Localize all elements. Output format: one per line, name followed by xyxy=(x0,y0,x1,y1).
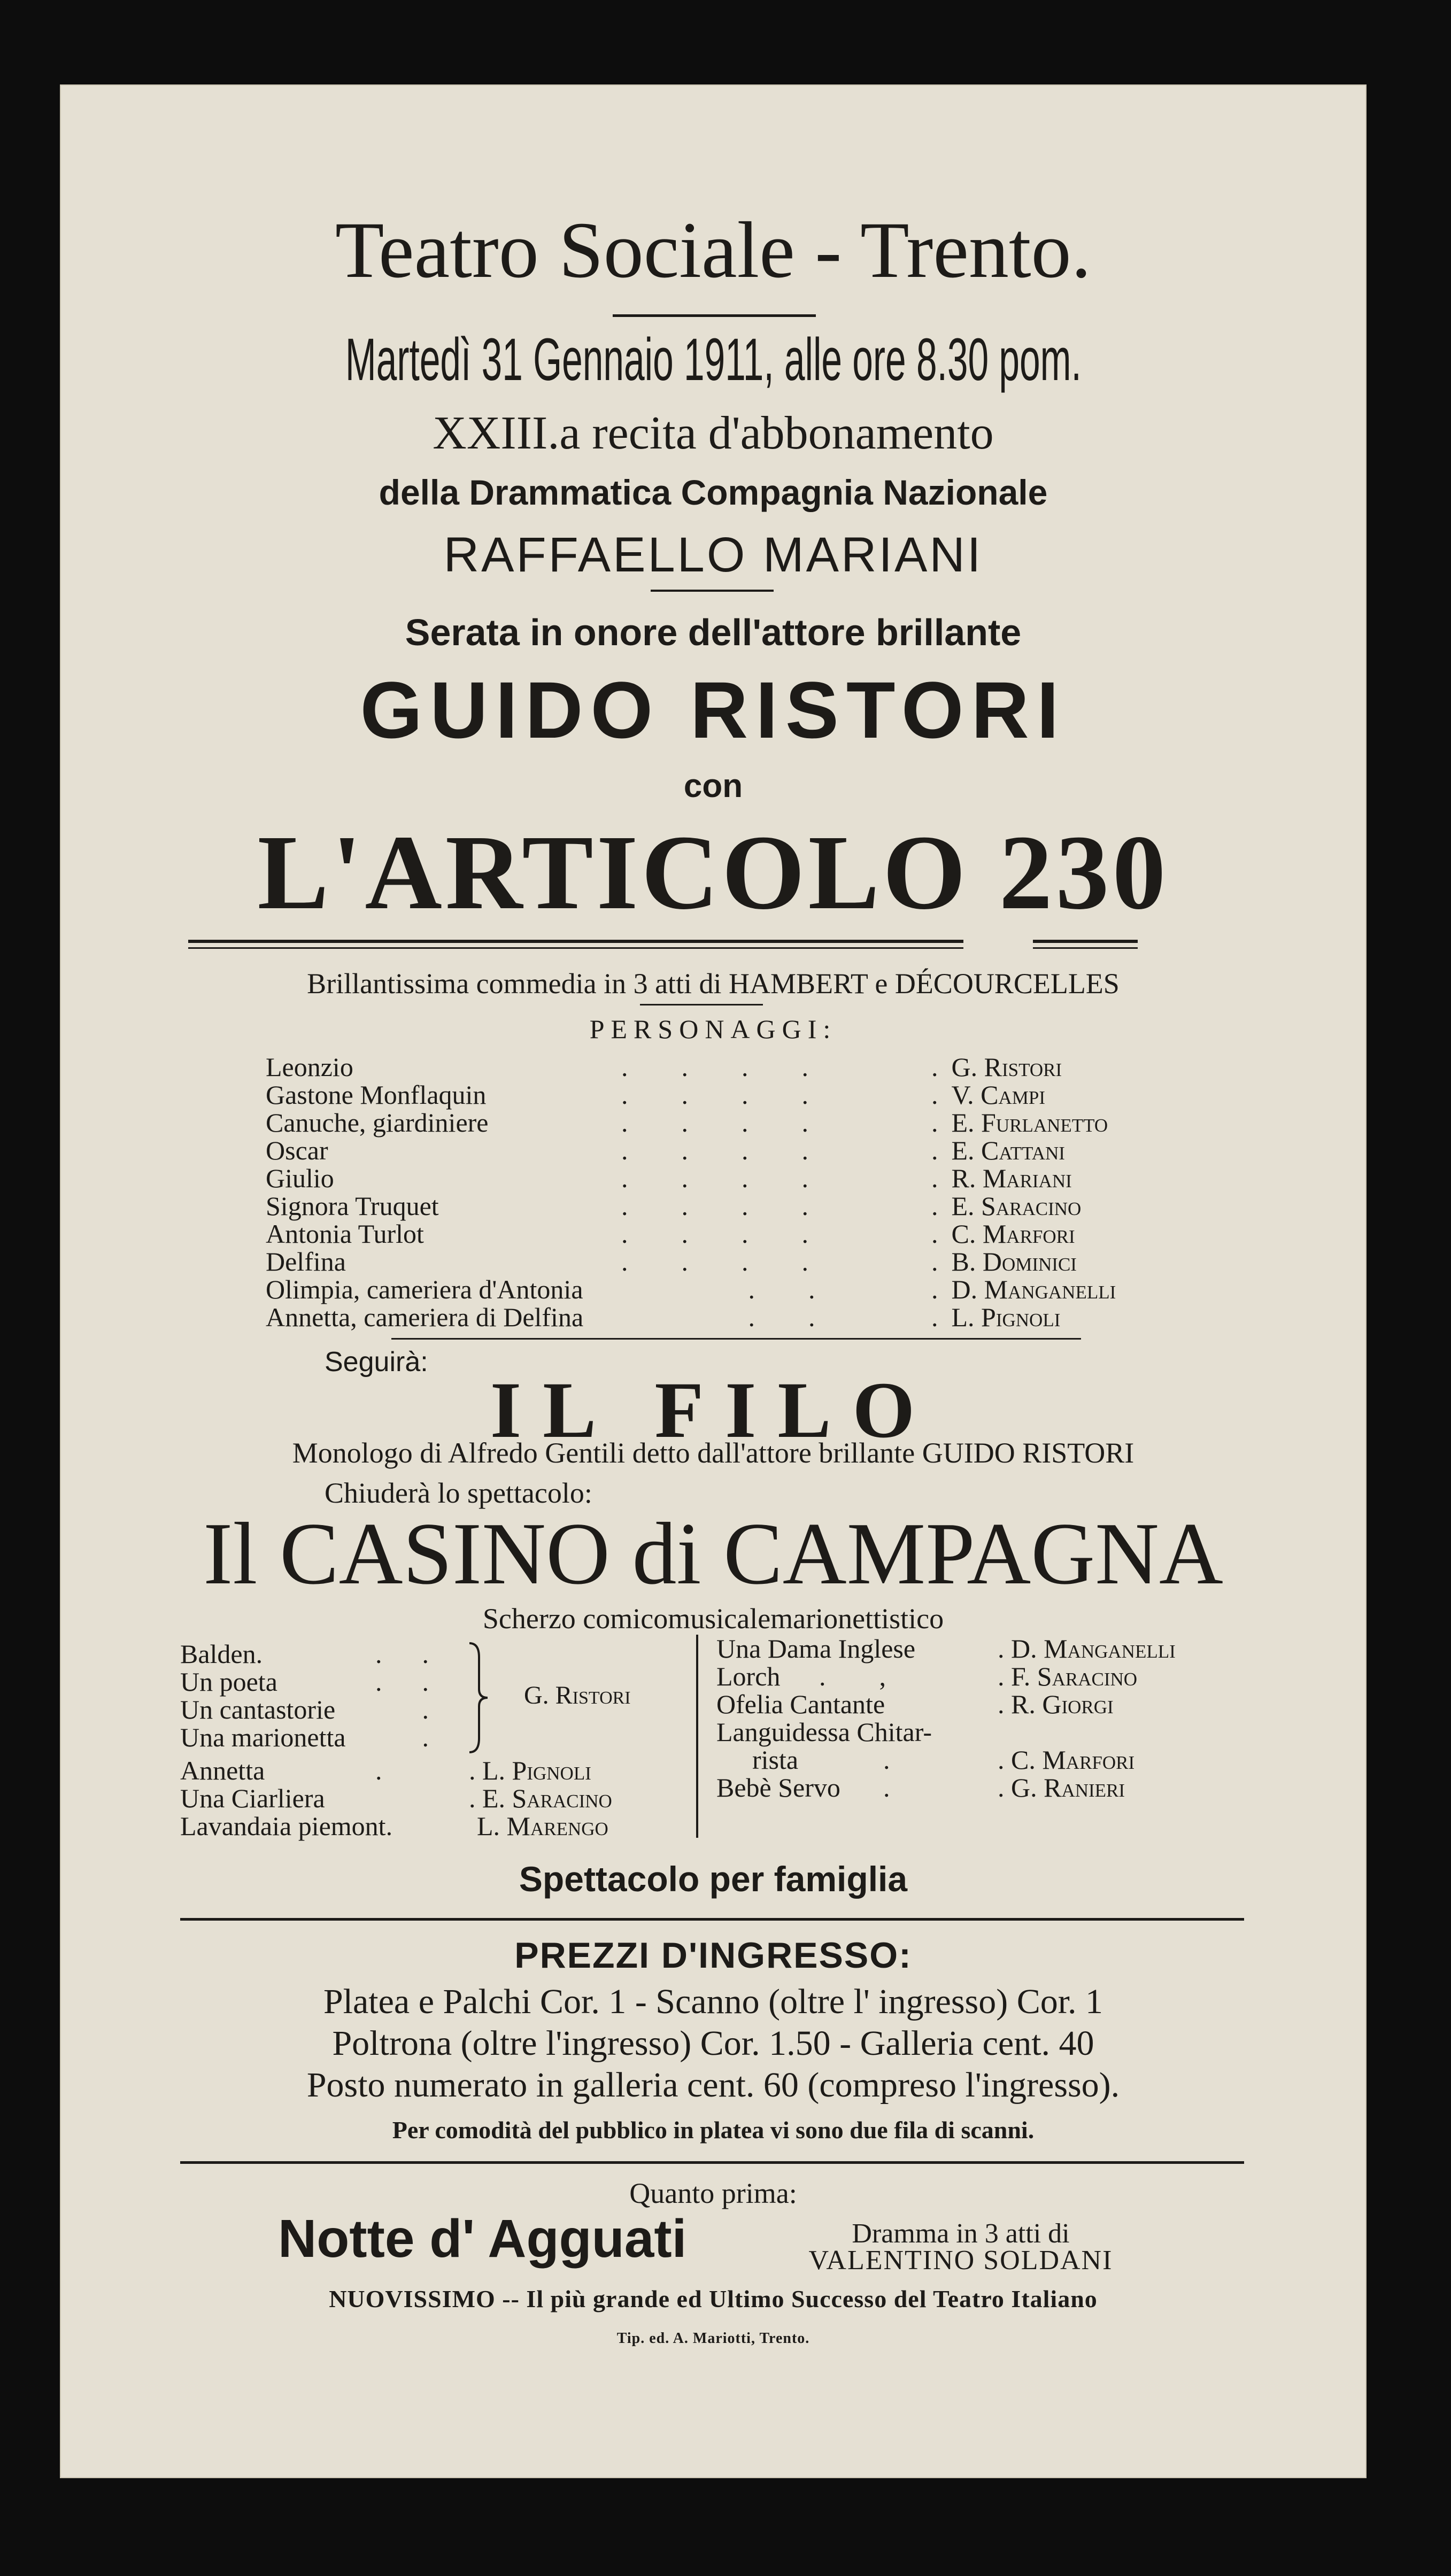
main-title-rule-right-1 xyxy=(1033,940,1138,943)
serata-line: Serata in onore dell'attore brillante xyxy=(405,612,1022,653)
casino-actor: L. Marengo xyxy=(477,1811,608,1841)
company-line: della Drammatica Compagnia Nazionale xyxy=(379,473,1048,512)
cast-role: Giulio xyxy=(266,1163,334,1193)
upcoming-title: Notte d' Agguati xyxy=(278,2209,687,2269)
cast-role: Antonia Turlot xyxy=(266,1219,424,1249)
cast-role: Olimpia, cameriera d'Antonia xyxy=(266,1274,583,1304)
casino-role: Una marionetta xyxy=(180,1722,346,1752)
casino-actor: . C. Marfori xyxy=(998,1745,1135,1775)
casino-role: Annetta xyxy=(180,1755,265,1785)
main-play-title: L'ARTICOLO 230 xyxy=(257,814,1169,932)
personaggi-label: PERSONAGGI: xyxy=(589,1014,837,1044)
cast-actor: . G. Ristori xyxy=(931,1052,1062,1082)
cast-actor: . B. Dominici xyxy=(931,1247,1077,1277)
company-underline xyxy=(651,590,774,592)
cast-actor: . R. Mariani xyxy=(931,1163,1072,1193)
casino-role: Lavandaia piemont. xyxy=(180,1811,393,1841)
group-brace xyxy=(466,1641,493,1754)
casino-actor: . L. Pignoli xyxy=(469,1755,591,1785)
chiudera-label: Chiuderà lo spettacolo: xyxy=(325,1477,592,1509)
cast-actor: . E. Cattani xyxy=(931,1135,1065,1165)
casino-role: Un poeta xyxy=(180,1667,277,1697)
cast-role: Signora Truquet xyxy=(266,1191,439,1221)
prices-title: PREZZI D'INGRESSO: xyxy=(514,1935,912,1976)
nuovissimo-line: NUOVISSIMO -- Il più grande ed Ultimo Successo del Teatro Italiano xyxy=(329,2285,1098,2312)
famiglia-line: Spettacolo per famiglia xyxy=(519,1859,908,1899)
cast-role: Leonzio xyxy=(266,1052,353,1082)
company-name: RAFFAELLO MARIANI xyxy=(443,528,983,582)
date-line-wrap xyxy=(60,328,1367,392)
group-actor: G. Ristori xyxy=(524,1681,631,1709)
dot-leaders: . xyxy=(883,1773,890,1803)
theatre-title: Teatro Sociale - Trento. xyxy=(335,206,1092,295)
price-line-3: Posto numerato in galleria cent. 60 (compreso l'ingresso). xyxy=(306,2066,1120,2105)
casino-actor: . R. Giorgi xyxy=(998,1689,1114,1719)
dot-leaders: . . . . . . . . . . . . . . . . . . . . . . . . . . . . . . . . . . . . xyxy=(621,1052,815,1332)
casino-role: Lorch xyxy=(716,1661,781,1691)
upcoming-genre: Dramma in 3 atti di xyxy=(852,2218,1070,2249)
cast-actor: . L. Pignoli xyxy=(931,1302,1061,1332)
cast-role: Canuche, giardiniere xyxy=(266,1108,489,1138)
subtitle-rule xyxy=(640,1004,763,1005)
casino-role: Un cantastorie xyxy=(180,1695,336,1724)
cast-actor: . D. Manganelli xyxy=(931,1274,1116,1304)
dot-leaders: . xyxy=(883,1745,890,1775)
quanto-prima: Quanto prima: xyxy=(629,2177,797,2209)
main-play-subtitle: Brillantissima commedia in 3 atti di HAMBERT e DÉCOURCELLES xyxy=(307,968,1120,1000)
main-title-rule-left-2 xyxy=(188,947,963,949)
casino-role: Balden. xyxy=(180,1639,263,1669)
cast-actor: . C. Marfori xyxy=(931,1219,1075,1249)
cast-role: Gastone Monflaquin xyxy=(266,1080,487,1110)
cast-end-rule xyxy=(391,1338,1081,1340)
main-title-rule-right-2 xyxy=(1033,947,1138,949)
title-underline xyxy=(613,314,816,317)
il-filo-desc: Monologo di Alfredo Gentili detto dall'attore brillante GUIDO RISTORI xyxy=(292,1437,1134,1469)
casino-actor: . D. Manganelli xyxy=(998,1634,1176,1664)
casino-role: Bebè Servo xyxy=(716,1773,840,1803)
upcoming-author: VALENTINO SOLDANI xyxy=(808,2245,1113,2276)
cast-actor: . E. Saracino xyxy=(931,1191,1082,1221)
honoree-name: GUIDO RISTORI xyxy=(360,665,1067,755)
poster-sheet xyxy=(60,84,1367,2478)
casino-actor: . E. Saracino xyxy=(469,1783,612,1813)
casino-title: Il CASINO di CAMPAGNA xyxy=(203,1504,1223,1603)
casino-actor: . G. Ranieri xyxy=(998,1773,1125,1803)
dot-leaders: . , xyxy=(819,1661,886,1691)
casino-role: rista xyxy=(752,1745,799,1775)
recita-line: XXIII.a recita d'abbonamento xyxy=(433,407,994,459)
seguira-label: Seguirà: xyxy=(325,1347,428,1378)
price-line-2: Poltrona (oltre l'ingresso) Cor. 1.50 - Galleria cent. 40 xyxy=(332,2024,1094,2063)
price-line-1: Platea e Palchi Cor. 1 - Scanno (oltre l' ingresso) Cor. 1 xyxy=(323,1982,1103,2021)
casino-role: Una Dama Inglese xyxy=(716,1634,916,1664)
date-line: Martedì 31 Gennaio 1911, alle ore 8.30 pom. xyxy=(345,326,1082,393)
casino-subtitle: Scherzo comicomusicalemarionettistico xyxy=(482,1603,944,1635)
cast-role: Oscar xyxy=(266,1135,328,1165)
cast-actor: . V. Campi xyxy=(931,1080,1046,1110)
prices-note: Per comodità del pubblico in platea vi sono due fila di scanni. xyxy=(392,2116,1035,2144)
cast-role: Annetta, cameriera di Delfina xyxy=(266,1302,584,1332)
printer-credit: Tip. ed. A. Mariotti, Trento. xyxy=(616,2330,810,2347)
cast-actor: . E. Furlanetto xyxy=(931,1108,1108,1138)
casino-actor: . F. Saracino xyxy=(998,1661,1138,1691)
il-filo-title: IL FILO xyxy=(490,1366,937,1455)
casino-role: Ofelia Cantante xyxy=(716,1689,885,1719)
con-line: con xyxy=(683,768,743,804)
dot-leaders: . xyxy=(375,1755,382,1785)
cast-role: Delfina xyxy=(266,1247,346,1277)
dot-leaders: . . . . . . xyxy=(375,1639,429,1752)
main-title-rule-left-1 xyxy=(188,940,963,943)
section-rule-1 xyxy=(180,1918,1244,1921)
casino-role: Languidessa Chitar- xyxy=(716,1717,932,1747)
section-rule-2 xyxy=(180,2161,1244,2164)
cast-column-divider xyxy=(696,1635,698,1838)
casino-role: Una Ciarliera xyxy=(180,1783,325,1813)
